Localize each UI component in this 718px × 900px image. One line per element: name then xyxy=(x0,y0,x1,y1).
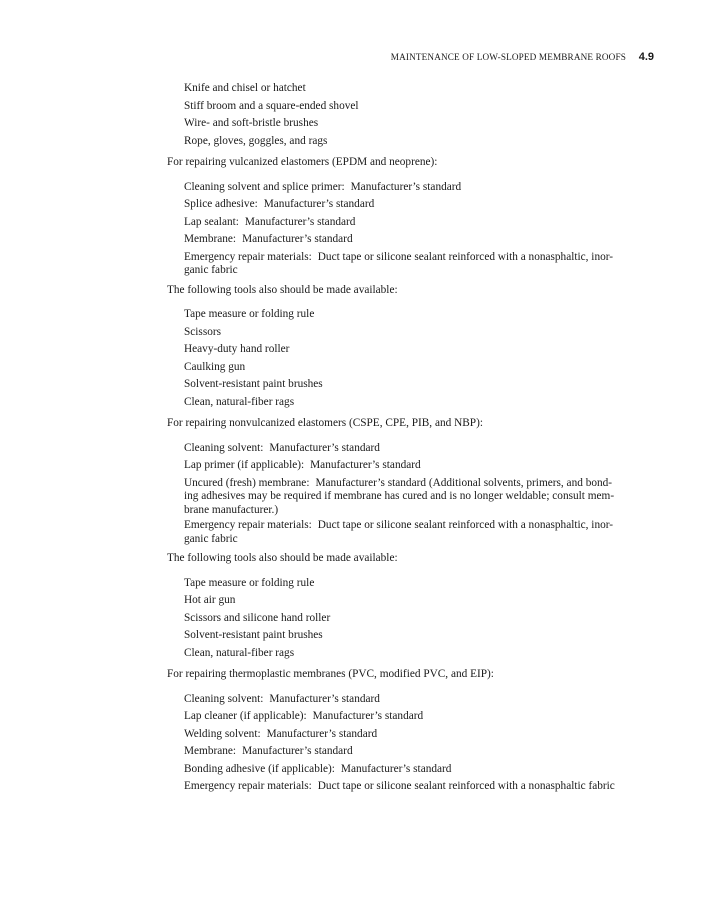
item-label: Splice adhesive: xyxy=(184,198,258,210)
item-value-line3: brane manufacturer.) xyxy=(184,503,279,516)
list-item xyxy=(184,231,657,249)
list-item: Solvent-resistant paint brushes xyxy=(184,629,323,641)
item-label: Uncured (fresh) membrane: xyxy=(184,476,310,489)
list-item: Stiff broom and a square-ended shovel xyxy=(184,99,359,112)
item-label: Cleaning solvent: xyxy=(184,441,264,454)
item-value: Manufacturer’s standard xyxy=(263,198,375,210)
section-intro: The following tools also should be made available: xyxy=(167,283,398,296)
page-number: 4.9 xyxy=(638,51,654,63)
item-value-line2: ganic fabric xyxy=(184,264,238,276)
list-item: Caulking gun xyxy=(184,360,246,373)
list-item xyxy=(184,457,657,475)
list-item xyxy=(184,251,657,278)
list-item: Scissors and silicone hand roller xyxy=(184,611,331,624)
list-item: Tape measure or folding rule xyxy=(184,576,315,589)
item-value: Manufacturer’s standard xyxy=(310,459,421,471)
list-item xyxy=(184,708,657,726)
item-value-line2: ganic fabric xyxy=(184,532,238,545)
item-value: Duct tape or silicone sealant reinforced with a nonasphaltic fabric xyxy=(317,780,615,792)
item-value: Manufacturer’s standard xyxy=(242,233,353,245)
section-vulcanized-elastomers xyxy=(167,154,657,278)
item-value: Manufacturer’s standard xyxy=(312,710,424,722)
page-body xyxy=(167,80,657,796)
list-item xyxy=(184,477,657,518)
item-value-line1: Duct tape or silicone sealant reinforced with a nonasphaltic, inor- xyxy=(317,250,614,263)
running-head: MAINTENANCE OF LOW-SLOPED MEMBRANE ROOFS xyxy=(390,52,626,62)
item-value: Manufacturer’s standard xyxy=(244,215,356,228)
list-item xyxy=(184,440,657,458)
section-tools-2 xyxy=(167,550,657,662)
section-intro: For repairing vulcanized elastomers (EPDM and neoprene): xyxy=(167,156,438,168)
list-item: Heavy-duty hand roller xyxy=(184,343,290,355)
list-item xyxy=(184,214,657,232)
list-item: Knife and chisel or hatchet xyxy=(184,82,306,94)
list-item xyxy=(184,778,657,796)
item-label: Cleaning solvent: xyxy=(184,692,264,705)
item-label: Membrane: xyxy=(184,233,237,245)
list-item xyxy=(184,743,657,761)
list-item: Hot air gun xyxy=(184,594,236,606)
item-value: Manufacturer’s standard xyxy=(350,180,462,193)
item-label: Cleaning solvent and splice primer: xyxy=(184,180,345,193)
section-nonvulcanized-elastomers xyxy=(167,415,657,546)
item-value-line2: ing adhesives may be required if membrane has cured and is no longer weldable; consult mem- xyxy=(184,490,615,502)
item-label: Membrane: xyxy=(184,745,237,757)
section-intro: The following tools also should be made available: xyxy=(167,552,398,564)
list-item: Clean, natural-fiber rags xyxy=(184,395,295,408)
item-label: Emergency repair materials: xyxy=(184,519,312,531)
tool-list-continued xyxy=(167,80,657,150)
list-item xyxy=(184,691,657,709)
section-intro: For repairing nonvulcanized elastomers (CSPE, CPE, PIB, and NBP): xyxy=(167,417,483,429)
list-item: Wire- and soft-bristle brushes xyxy=(184,117,319,129)
item-value: Manufacturer’s standard xyxy=(340,762,452,775)
list-item xyxy=(184,519,657,546)
list-item: Scissors xyxy=(184,325,222,338)
item-label: Welding solvent: xyxy=(184,727,261,740)
item-value: Manufacturer’s standard xyxy=(242,745,353,757)
list-item: Solvent-resistant paint brushes xyxy=(184,378,323,390)
list-item xyxy=(184,761,657,779)
list-item: Clean, natural-fiber rags xyxy=(184,646,295,659)
list-item: Tape measure or folding rule xyxy=(184,308,315,320)
list-item xyxy=(184,179,657,197)
list-item: Rope, gloves, goggles, and rags xyxy=(184,134,328,147)
page-header xyxy=(0,52,718,66)
item-label: Lap cleaner (if applicable): xyxy=(184,710,307,722)
item-value-line1: Manufacturer’s standard (Additional solvents, primers, and bond- xyxy=(315,476,613,489)
item-label: Emergency repair materials: xyxy=(184,780,312,792)
item-value-line1: Duct tape or silicone sealant reinforced with a nonasphaltic, inor- xyxy=(317,519,614,531)
list-item xyxy=(184,726,657,744)
item-label: Bonding adhesive (if applicable): xyxy=(184,762,335,775)
item-label: Lap sealant: xyxy=(184,215,239,228)
item-label: Lap primer (if applicable): xyxy=(184,459,305,471)
item-value: Manufacturer’s standard xyxy=(269,692,380,705)
item-value: Manufacturer’s standard xyxy=(266,727,378,740)
item-value: Manufacturer’s standard xyxy=(269,441,380,454)
item-label: Emergency repair materials: xyxy=(184,250,312,263)
list-item xyxy=(184,196,657,214)
section-intro: For repairing thermoplastic membranes (PVC, modified PVC, and EIP): xyxy=(167,668,494,680)
section-thermoplastic-membranes xyxy=(167,666,657,796)
section-tools-1 xyxy=(167,282,657,412)
